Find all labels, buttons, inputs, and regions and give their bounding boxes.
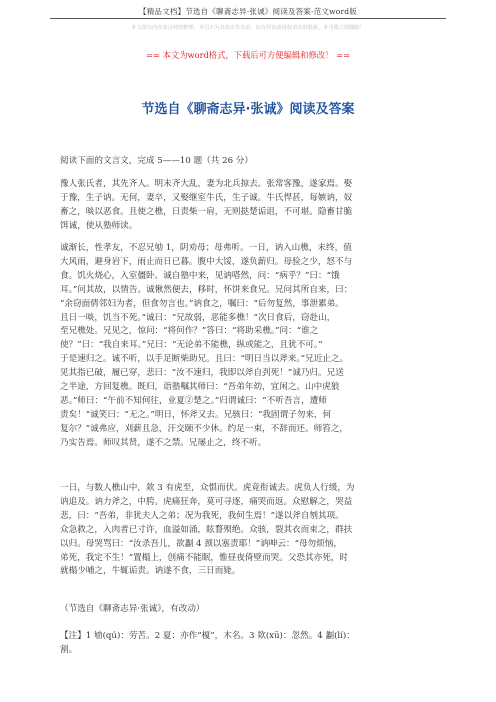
text-line: 饵诚，使从塾师读。 <box>60 220 138 231</box>
text-line: 割。 <box>60 644 78 655</box>
edit-notice-banner: == 本文为word格式，下载后可方便编辑和修改！ == <box>146 50 350 60</box>
passage-paragraph-1 <box>60 178 438 234</box>
text-line: 至兄樵处。兄见之，惊问：“将何作？”答曰：“将助采樵。”问：“谁之 <box>60 326 319 337</box>
passage-paragraph-3 <box>60 482 438 579</box>
text-line: 一日，与数人樵山中，欻 3 有虎至，众惧而伏。虎竟衔诚去。虎负人行缓，为 <box>60 483 355 493</box>
text-line: 复尔？”诚弗应，刈薪且急，汗交颐不少休。约足一束，不辞而还。师笞之， <box>60 423 348 434</box>
header-divider <box>50 18 446 19</box>
text-line: 耳。”问其故，以情告。诚愀然便去，移时，怀饼来食兄。兄问其所自来，曰： <box>60 284 353 295</box>
text-line: 于豫，生子讷。无何，妻卒，又娶继室牛氏，生子诚。牛氏悍甚，每嫉讷，奴 <box>60 192 353 203</box>
text-line: 畜之，啖以恶食。且使之樵，日责柴一肩，无则挞楚诟诅，不可堪。隐畜甘脆 <box>60 206 353 217</box>
text-line: 阅读下面的文言文，完成 5——10 题（共 26 分） <box>60 156 253 166</box>
text-line: 乃实告焉。师叹其贤，遂不之禁。兄屡止之，终不听。 <box>60 437 267 448</box>
text-line: 于是速归之。诚不听，以手足断柴助兄。且曰：“明日当以斧来。”兄近止之。 <box>60 354 349 365</box>
text-line: 诚渐长，性孝友，不忍兄劬 1，阴劝母；母弗听。一日，讷入山樵，未终，值 <box>60 243 352 253</box>
passage-paragraph-2 <box>60 242 438 451</box>
text-line: 豫人张氏者，其先齐人。明末齐大乱，妻为北兵掠去。张常客豫，遂家焉。娶 <box>60 179 353 189</box>
text-line: 悲，曰：“吾弟，非犹夫人之弟；况为我死，我何生焉！”遂以斧自刎其项。 <box>60 510 344 521</box>
text-line: 责矣！”诚笑曰：“无之。”明日，怀斧又去。兄骇曰：“我固谓子勿来，何 <box>60 409 332 420</box>
source-citation <box>60 603 438 617</box>
document-title: 节选自《聊斋志异·张诚》阅读及答案 <box>141 102 355 117</box>
text-line: 且日一啖，饥当不死。”诚曰：“兄故弱，恶能多樵！”次日食后，窃赴山， <box>60 312 336 323</box>
header-title: 【精品文档】节选自《聊斋志异·张诚》阅读及答案-范文word版 <box>139 7 357 16</box>
text-line: 【注】1 劬(qú)：劳苦。2 夏：亦作“榎”，木名。3 欻(xū)：忽然。4 劙(lí)： <box>60 631 355 641</box>
annotation-notes <box>60 630 438 658</box>
text-line: 以归。母哭骂曰：“汝杀吾儿，欲劙 4 颈以塞责耶！”讷呻云：“母勿烦恼， <box>60 538 342 549</box>
text-line: 就榻少哺之，牛辄诟责。讷遂不食，三日而毙。 <box>60 566 241 577</box>
text-line: “余窃面倩邻妇为者，但食勿言也。”讷食之，嘱曰：“后勿复然，事泄累弟。 <box>60 298 344 309</box>
instruction-paragraph <box>60 155 438 169</box>
copyright-notice: 本文部分内容来自网络整理，本司不为其真实性负责，如有异议或侵权请及时联系，本司将立即删除！ <box>131 25 365 31</box>
text-line: 弟死，我定不生！”置榻上，创痛不能眠，惟昼夜倚壁而哭。父恐其亦死，时 <box>60 552 348 563</box>
text-line: （节选自《聊斋志异·张诚》，有改动） <box>60 604 205 614</box>
text-line: 之半途，方回复樵。既归，诣塾嘱其师曰：“吾弟年幼，宜闲之。山中虎狼 <box>60 382 340 393</box>
text-line: 食。饥火烧心，入室僵卧。诚自塾中来，见讷嗒然，问：“病乎？”曰：“饿 <box>60 270 340 281</box>
text-line: 大风雨，避身岩下，雨止而日已暮。腹中大馁，遂负薪归。母验之少，怒不与 <box>60 256 353 267</box>
text-line: 讷追及。讷力斧之，中胯。虎痛狂奔，莫可寻逐，痛哭而返。众慰解之，哭益 <box>60 496 353 507</box>
text-line: 众急救之，入肉者已寸许，血溢如涌，眩瞀殒绝。众骇，裂其衣而束之，群扶 <box>60 524 353 535</box>
text-line: 见其指已破，履已穿，悲曰：“汝不速归，我即以斧自刭死！”诚乃归。兄送 <box>60 368 344 379</box>
text-line: 恶。”师曰：“午前不知何往，业夏②楚之。”归谓诚曰：“不听吾言，遭师 <box>60 395 327 406</box>
text-line: 使？”曰：“我自来耳。”兄曰：“无论弟不能樵，纵或能之，且犹不可。” <box>60 340 323 351</box>
